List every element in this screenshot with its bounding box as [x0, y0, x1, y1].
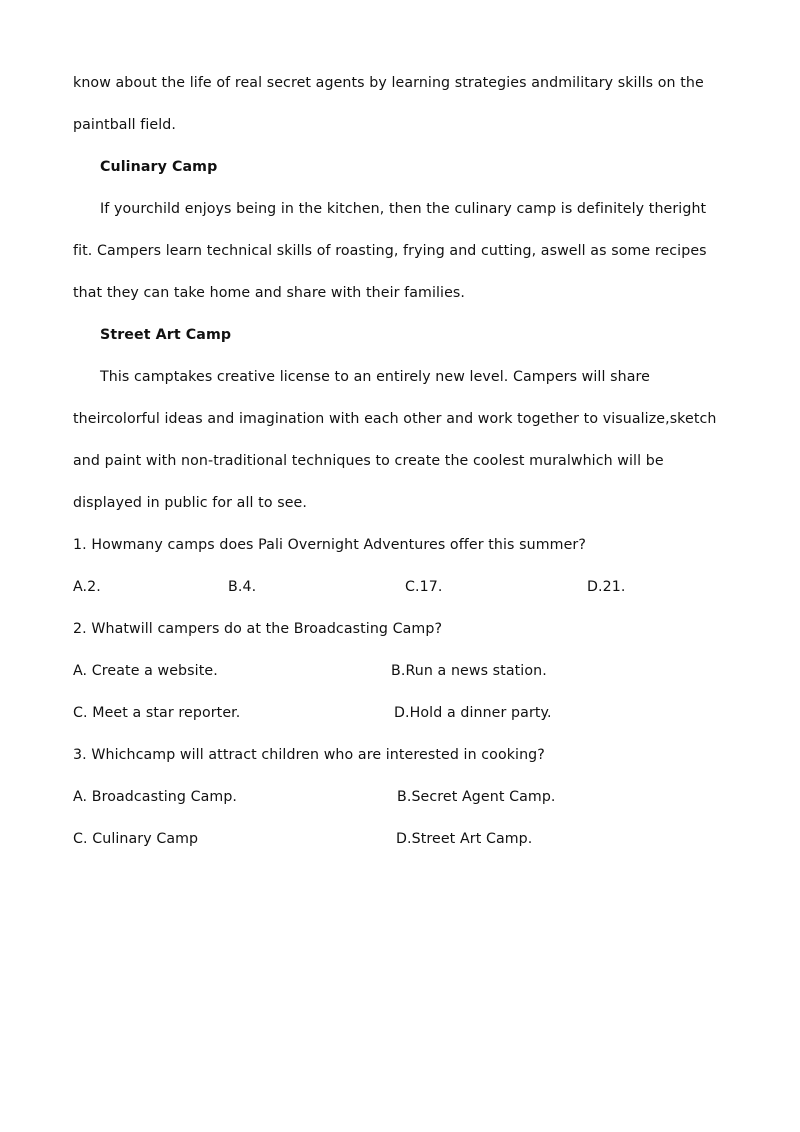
question-1-option-d: D.21. [587, 579, 626, 595]
paragraph-line: that they can take home and share with their families. [73, 285, 466, 301]
paragraph-line: displayed in public for all to see. [73, 495, 307, 511]
question-3-option-b: B.Secret Agent Camp. [397, 789, 556, 805]
question-1-option-c: C.17. [405, 579, 443, 595]
question-1: 1. Howmany camps does Pali Overnight Adventures offer this summer? [73, 537, 586, 553]
question-3-option-d: D.Street Art Camp. [396, 831, 533, 847]
paragraph-line: This camptakes creative license to an entirely new level. Campers will share [100, 369, 650, 385]
question-2-option-d: D.Hold a dinner party. [394, 705, 552, 721]
paragraph-line: paintball field. [73, 117, 177, 133]
question-2-option-b: B.Run a news station. [391, 663, 547, 679]
section-heading-street-art: Street Art Camp [100, 327, 232, 343]
question-2-option-a: A. Create a website. [73, 663, 218, 679]
question-3-option-c: C. Culinary Camp [73, 831, 199, 847]
paragraph-line: fit. Campers learn technical skills of roasting, frying and cutting, aswell as some recipes [73, 243, 707, 259]
section-heading-culinary: Culinary Camp [100, 159, 218, 175]
paragraph-line: know about the life of real secret agents by learning strategies andmilitary skills on the [73, 75, 704, 91]
question-3-option-a: A. Broadcasting Camp. [73, 789, 238, 805]
question-2-option-c: C. Meet a star reporter. [73, 705, 241, 721]
question-1-option-b: B.4. [228, 579, 257, 595]
paragraph-line: and paint with non-traditional techniques to create the coolest muralwhich will be [73, 453, 664, 469]
paragraph-line: theircolorful ideas and imagination with each other and work together to visualize,sketch [73, 411, 717, 427]
question-1-option-a: A.2. [73, 579, 101, 595]
question-2: 2. Whatwill campers do at the Broadcasting Camp? [73, 621, 443, 637]
paragraph-line: If yourchild enjoys being in the kitchen, then the culinary camp is definitely theright [100, 201, 707, 217]
question-3: 3. Whichcamp will attract children who are interested in cooking? [73, 747, 545, 763]
